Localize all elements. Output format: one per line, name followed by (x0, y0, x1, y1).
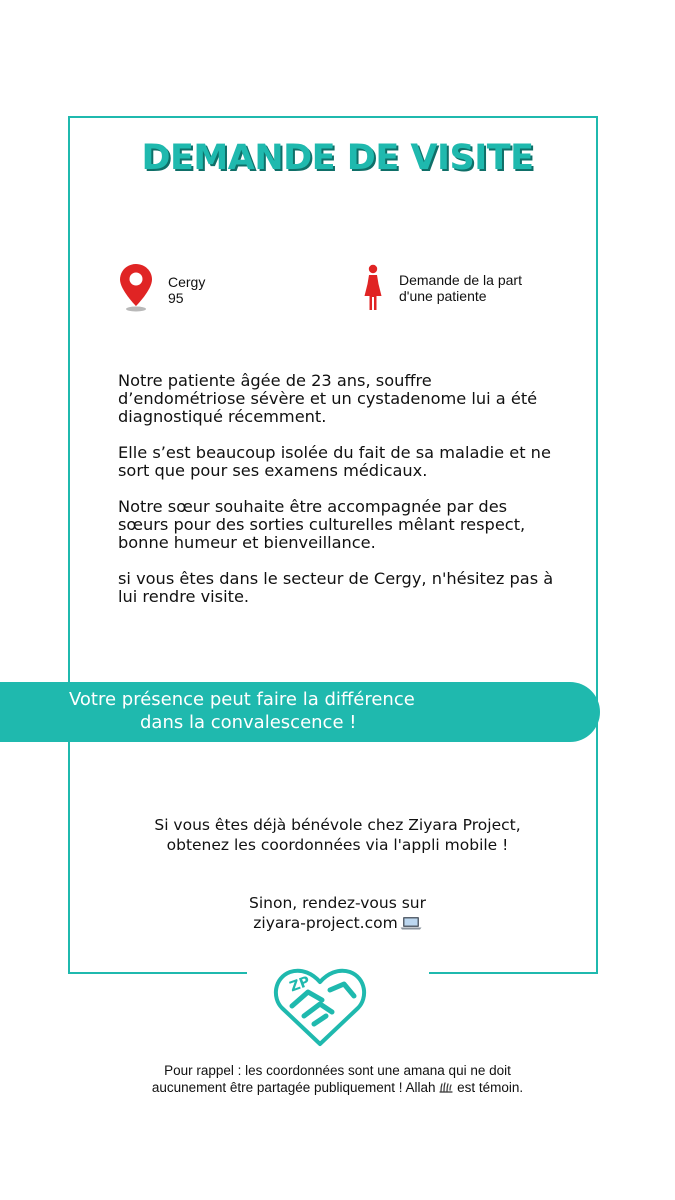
honorific-glyph-icon (439, 1081, 453, 1094)
website-note (0, 893, 675, 933)
woman-icon (363, 264, 383, 312)
requester-info (363, 262, 522, 312)
volunteer-note (0, 815, 675, 855)
website-line-1: Sinon, rendez-vous sur (249, 894, 426, 912)
location-lines (168, 262, 205, 306)
description-paragraph-4: si vous êtes dans le secteur de Cergy, n'hésitez pas à lui rendre visite. (118, 569, 554, 606)
handshake-heart-logo (270, 960, 370, 1048)
description-paragraph-1: Notre patiente âgée de 23 ans, souffre d’endométriose sévère et un cystadenome lui a été diagnostiqué récemment. (118, 371, 538, 426)
website-link-row (0, 913, 675, 933)
reminder-line-2a: aucunement être partagée publiquement ! Allah (151, 1080, 436, 1095)
requester-lines (399, 272, 522, 304)
page-title: DEMANDE DE VISITE (141, 138, 534, 178)
highlight-banner (0, 682, 600, 742)
location-city: Cergy (168, 274, 206, 290)
reminder-line-1: Pour rappel : les coordonnées sont une amana qui ne doit (164, 1063, 511, 1078)
location-info (118, 262, 205, 312)
volunteer-line-2: obtenez les coordonnées via l'appli mobile ! (166, 836, 509, 854)
reminder-note (0, 1062, 675, 1096)
reminder-line-2 (0, 1079, 675, 1096)
description (118, 372, 558, 624)
description-paragraph-2: Elle s’est beaucoup isolée du fait de sa maladie et ne sort que pour ses examens médicaux. (118, 443, 551, 480)
requester-line-2: d'une patiente (399, 288, 487, 304)
description-paragraph-3: Notre sœur souhaite être accompagnée par des sœurs pour des sorties culturelles mêlant respect, bonne humeur et bienveillance. (118, 497, 526, 552)
reminder-line-2b: est témoin. (457, 1080, 524, 1095)
banner-line-1: Votre présence peut faire la différence (69, 689, 415, 710)
volunteer-line-1: Si vous êtes déjà bénévole chez Ziyara Project, (154, 816, 521, 834)
location-department: 95 (168, 290, 184, 306)
website-url[interactable]: ziyara-project.com (253, 914, 398, 932)
requester-line-1: Demande de la part (399, 272, 522, 288)
logo-letters: ZP (287, 973, 313, 996)
laptop-icon (400, 916, 422, 930)
banner-line-2: dans la convalescence ! (140, 712, 357, 733)
map-pin-icon (118, 262, 154, 312)
